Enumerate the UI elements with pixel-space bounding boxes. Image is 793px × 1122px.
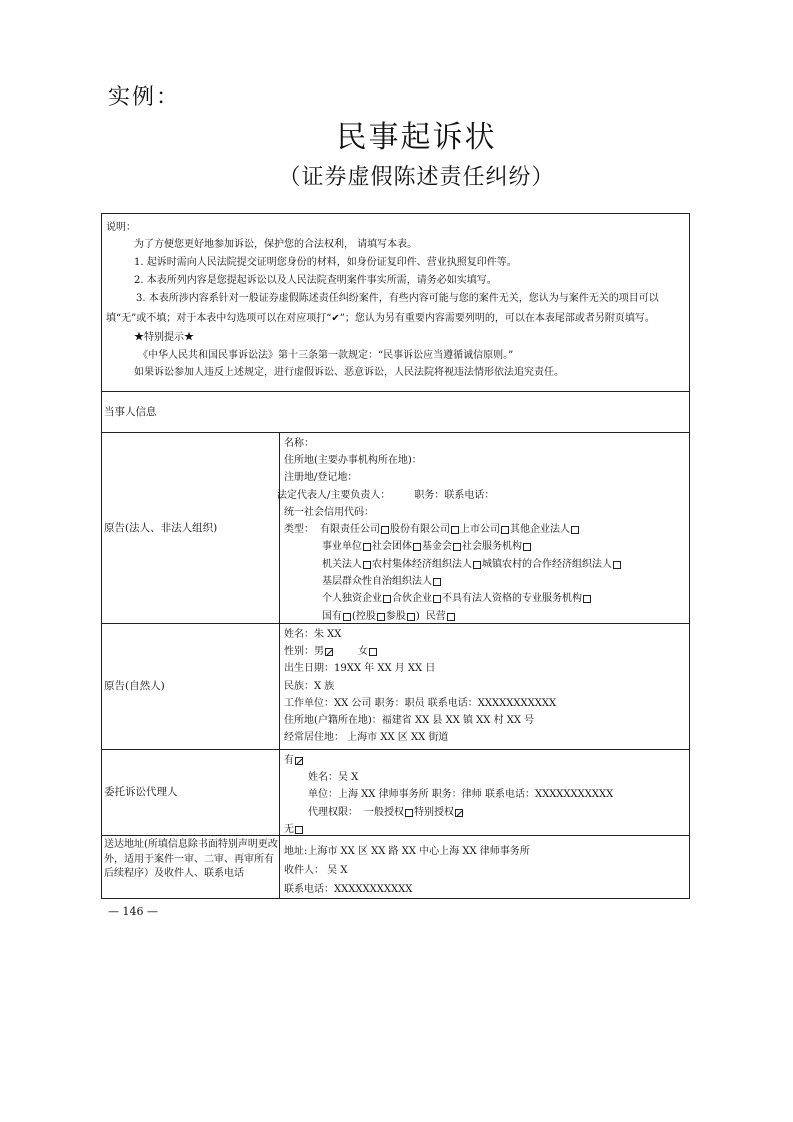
document-subtitle: （证券虚假陈述责任纠纷） (278, 165, 555, 190)
agent-has-line (284, 752, 685, 769)
org-legal-rep-field[interactable]: 法定代表人/主要负责人： (277, 489, 391, 501)
checkbox-llc[interactable] (381, 526, 389, 534)
gender-female-label: 女 (358, 645, 368, 657)
example-label: 实例： (108, 85, 181, 110)
checkbox-professional-service[interactable] (583, 595, 591, 603)
org-registration-field[interactable]: 注册地/登记地： (284, 472, 358, 484)
recipient-field[interactable]: 收件人： 吴 X (284, 864, 348, 876)
plaintiff-org-row (102, 433, 689, 624)
type-joint-stock: 股份有限公司 (390, 524, 450, 536)
checkbox-agent-has[interactable] (295, 757, 303, 765)
authority-special-label: 特别授权 (414, 806, 454, 818)
gender-male-label: 男 (314, 645, 324, 657)
special-notice-warning: 如果诉讼参加人违反上述规定，进行虚假诉讼、恶意诉讼，人民法院将视违法情形依法追究责任。 (134, 367, 564, 379)
plaintiff-org-content (277, 433, 689, 623)
checkbox-cooperative[interactable] (613, 561, 621, 569)
checkbox-agent-none[interactable] (295, 826, 303, 834)
type-government-org: 机关法人 (322, 558, 362, 570)
ownership-holding: 控股 (355, 610, 376, 622)
instructions-item-1: 1. 起诉时需向人民法院提交证明您身份的材料，如身份证复印件、营业执照复印件等。 (134, 256, 517, 268)
person-ethnicity-field[interactable]: 民族：X 族 (284, 680, 335, 692)
checkbox-grassroots[interactable] (433, 578, 441, 586)
type-other-enterprise: 其他企业法人 (510, 524, 570, 536)
instructions-item-2: 2. 本表所列内容是您提起诉讼以及人民法院查明案件事实所需，请务必如实填写。 (134, 274, 497, 286)
person-work-field[interactable]: 工作单位：XX 公司 职务：职员 联系电话：XXXXXXXXXXX (284, 697, 557, 709)
document-title: 民事起诉状 (336, 120, 497, 155)
org-type-row-4 (284, 573, 685, 590)
instructions-intro: 为了方便您更好地参加诉讼，保护您的合法权利， 请填写本表。 (134, 239, 418, 251)
org-ownership-row (284, 608, 685, 625)
checkbox-partnership[interactable] (433, 595, 441, 603)
instructions-item-3: 3. 本表所涉内容系针对一般证券虚假陈述责任纠纷案件，有些内容可能与您的案件无关，您认为与案件无关的项目可以填“无”或不填；对于本表中勾选项可以在对应项打“✔”；您认为另有重要内容需要列明的，可以在本表尾部或者另附页填写。 (106, 293, 659, 325)
contact-phone-field[interactable]: 联系电话：XXXXXXXXXXX (284, 883, 413, 895)
type-social-service: 社会服务机构 (462, 541, 522, 553)
type-rural-collective: 农村集体经济组织法人 (372, 558, 472, 570)
person-residence-field[interactable]: 经常居住地： 上海市 XX 区 XX 街道 (284, 732, 449, 744)
service-address-content (280, 836, 689, 898)
checkbox-female[interactable] (369, 648, 377, 656)
authority-label: 代理权限： (308, 806, 358, 818)
type-sole-proprietor: 个人独资企业 (322, 593, 382, 605)
paren-open: ( (352, 610, 356, 622)
instructions-section (102, 214, 689, 392)
gender-label: 性别： (284, 645, 314, 657)
checkbox-listed[interactable] (501, 526, 509, 534)
checkbox-foundation[interactable] (453, 543, 461, 551)
org-type-label: 类型： (284, 524, 314, 536)
plaintiff-person-label: 原告(自然人) (102, 624, 280, 749)
type-grassroots: 基层群众性自治组织法人 (322, 576, 432, 588)
special-notice-heading: ★特别提示★ (134, 332, 194, 344)
person-birth-field[interactable]: 出生日期：19XX 年 XX 月 XX 日 (284, 663, 436, 675)
agent-authority-line (284, 804, 685, 821)
checkbox-private[interactable] (447, 613, 455, 621)
org-type-row-5 (284, 591, 685, 608)
ownership-stake: 参股 (385, 610, 406, 622)
checkbox-social-service[interactable] (523, 543, 531, 551)
person-gender-line (284, 643, 685, 660)
ownership-state: 国有 (322, 610, 342, 622)
person-household-field[interactable]: 住所地(户籍所在地)：福建省 XX 县 XX 镇 XX 村 XX 号 (284, 715, 535, 727)
checkbox-male[interactable] (325, 648, 333, 656)
service-address-row (102, 836, 689, 898)
plaintiff-person-row (102, 624, 689, 750)
checkbox-rural-collective[interactable] (473, 561, 481, 569)
agent-unit-field[interactable]: 单位：上海 XX 律师事务所 职务：律师 联系电话：XXXXXXXXXXX (308, 789, 614, 801)
checkbox-general-authority[interactable] (405, 809, 413, 817)
checkbox-sole-proprietor[interactable] (383, 595, 391, 603)
org-position-phone-field[interactable]: 职务：联系电话： (414, 489, 495, 501)
org-legal-rep-line (277, 487, 685, 504)
type-foundation: 基金会 (422, 541, 452, 553)
agent-content (280, 750, 689, 835)
checkbox-stake[interactable] (407, 613, 415, 621)
instructions-heading: 说明： (106, 221, 136, 233)
org-type-row-2 (284, 539, 685, 556)
agent-none-label: 无 (284, 823, 294, 835)
ownership-private: 民营 (425, 610, 446, 622)
party-info-header: 当事人信息 (102, 392, 689, 433)
type-public-institution: 事业单位 (322, 541, 362, 553)
service-address-label: 送达地址(所填信息除书面特别声明更改外，适用于案件一审、二审、再审所有后续程序）及收件人、联系电话 (102, 836, 280, 898)
org-type-row-3 (284, 556, 685, 573)
org-name-field[interactable]: 名称： (284, 437, 314, 449)
checkbox-joint-stock[interactable] (451, 526, 459, 534)
paren-close: ) (415, 610, 420, 622)
agent-row (102, 750, 689, 836)
agent-has-label: 有 (284, 754, 294, 766)
type-listed: 上市公司 (460, 524, 500, 536)
checkbox-holding[interactable] (377, 613, 385, 621)
plaintiff-org-label: 原告(法人、非法人组织) (102, 433, 280, 623)
agent-name-field[interactable]: 姓名：吴 X (308, 771, 359, 783)
checkbox-public-institution[interactable] (363, 543, 371, 551)
org-type-row-1 (284, 521, 685, 538)
plaintiff-person-content (280, 624, 689, 749)
type-cooperative: 城镇农村的合作经济组织法人 (482, 558, 612, 570)
authority-general-label: 一般授权 (364, 806, 404, 818)
org-credit-code-field[interactable]: 统一社会信用代码： (284, 506, 374, 518)
special-notice-law: 《中华人民共和国民事诉讼法》第十三条第一款规定：“民事诉讼应当遵循诚信原则。” (138, 349, 514, 361)
service-address-field[interactable]: 地址:上海市 XX 区 XX 路 XX 中心上海 XX 律师事务所 (284, 845, 530, 857)
type-professional-service: 不具有法人资格的专业服务机构 (442, 593, 582, 605)
checkbox-other-enterprise[interactable] (571, 526, 579, 534)
person-name-field[interactable]: 姓名：朱 XX (284, 628, 342, 640)
checkbox-state-owned[interactable] (343, 613, 351, 621)
type-partnership: 合伙企业 (392, 593, 432, 605)
checkbox-government-org[interactable] (363, 561, 371, 569)
agent-label: 委托诉讼代理人 (102, 750, 280, 835)
page-number: — 146 — (108, 905, 158, 918)
complaint-form (101, 213, 690, 899)
checkbox-social-group[interactable] (413, 543, 421, 551)
checkbox-special-authority[interactable] (455, 809, 463, 817)
type-social-group: 社会团体 (372, 541, 412, 553)
org-residence-field[interactable]: 住所地(主要办事机构所在地)： (284, 454, 422, 466)
type-llc: 有限责任公司 (320, 524, 380, 536)
